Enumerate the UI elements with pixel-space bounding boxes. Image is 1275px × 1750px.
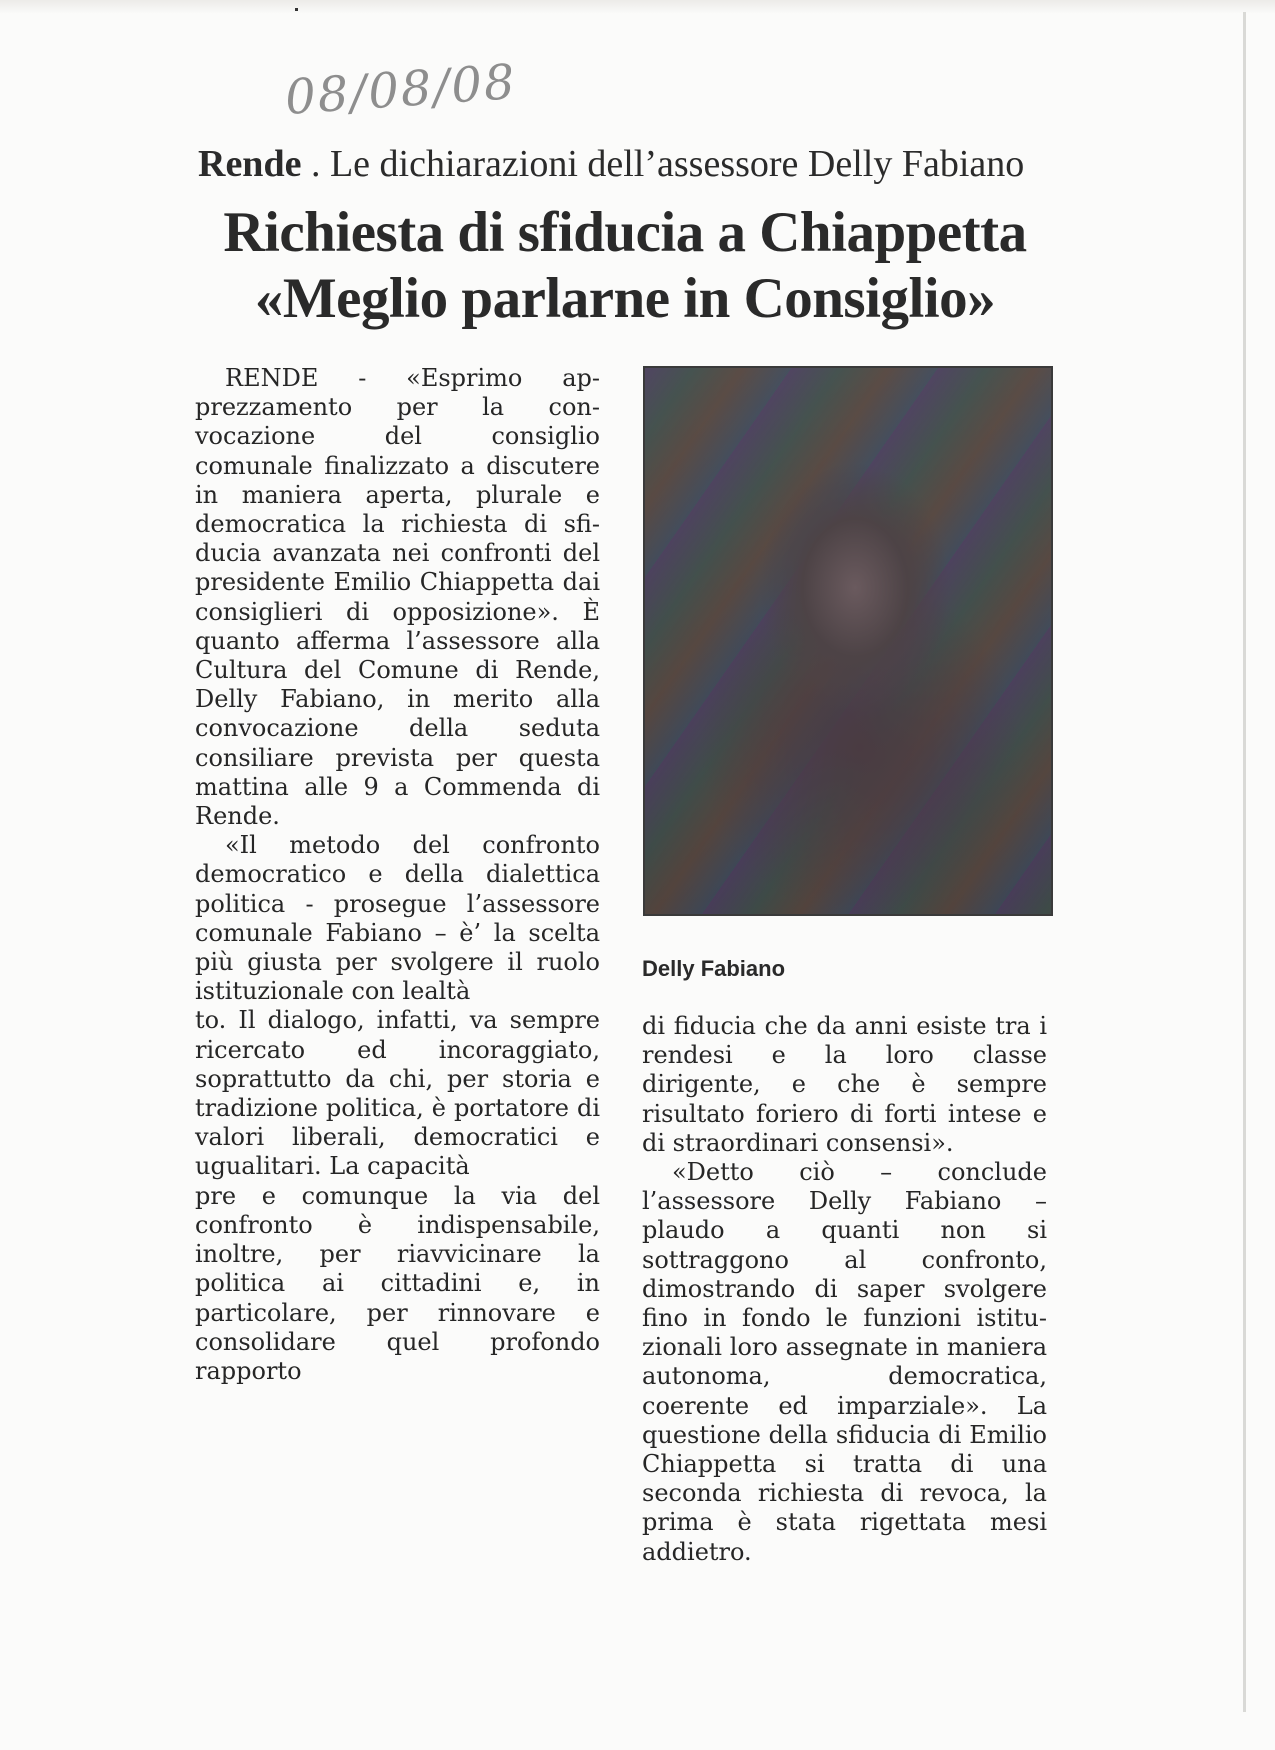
scan-speck [295,8,298,11]
left-text-column [195,364,600,1386]
paragraph: di fiducia che da anni esiste tra i rendesi e la loro classe dirigente, e che è sempre risultato foriero di forti intese e di straordinari consensi». [642,1012,1047,1157]
paragraph: pre e comunque la via del confronto è indispensabile, inoltre, per riavvicinare la politica ai cittadini e, in particolare, per rinnovare e consolidare quel profondo rapporto [195,1181,600,1385]
headline-line-1: Richiesta di sfiducia a Chiappetta [223,201,1027,264]
paragraph: RENDE - «Esprimo apprezzamento per la convocazione del consiglio comunale finalizzato a discutere in maniera aperta, plurale e democratica la richiesta di sfiducia avanzata nei confronti del presidente Emilio Chiappetta dai consiglieri di opposizione». È quanto afferma l’assessore alla Cultura del Comune di Rende, Delly Fabiano, in merito alla convocazione della seduta consiliare prevista per questa mattina alle 9 a Commenda di Rende. [195,364,600,831]
headline-line-2: «Meglio parlarne in Consiglio» [254,267,996,330]
portrait-photo [643,366,1053,916]
kicker-place: Rende [198,143,302,185]
kicker-text: . Le dichiarazioni dell’assessore Delly Fabiano [301,143,1025,185]
photo-caption: Delly Fabiano [642,956,786,981]
paragraph: to. Il dialogo, infatti, va sempre ricercato ed incoraggiato, soprattutto da chi, per storia e tradizione politica, è portatore di valori liberali, democratici e ugualitari. La capacità [195,1006,600,1181]
article-kicker [198,142,1024,186]
paragraph: «Il metodo del confronto democratico e della dialettica politica - prosegue l’assessore comunale Fabiano – è’ la scelta più giusta per svolgere il ruolo istituzionale con lealtà [195,831,600,1006]
scan-top-edge [0,0,1275,14]
scan-right-edge [1243,12,1246,1712]
right-text-column [642,1012,1047,1567]
paragraph: «Detto ciò – conclude l’assessore Delly Fabiano – plaudo a quanti non si sottraggono al confronto, dimostrando di saper svolgere fino in fondo le funzioni istituzionali loro assegnate in maniera autonoma, democratica, coerente ed imparziale». La questione della sfiducia di Emilio Chiappetta si tratta di una seconda richiesta di revoca, la prima è stata rigettata mesi addietro. [642,1158,1047,1566]
handwritten-date: 08/08/08 [283,53,519,127]
